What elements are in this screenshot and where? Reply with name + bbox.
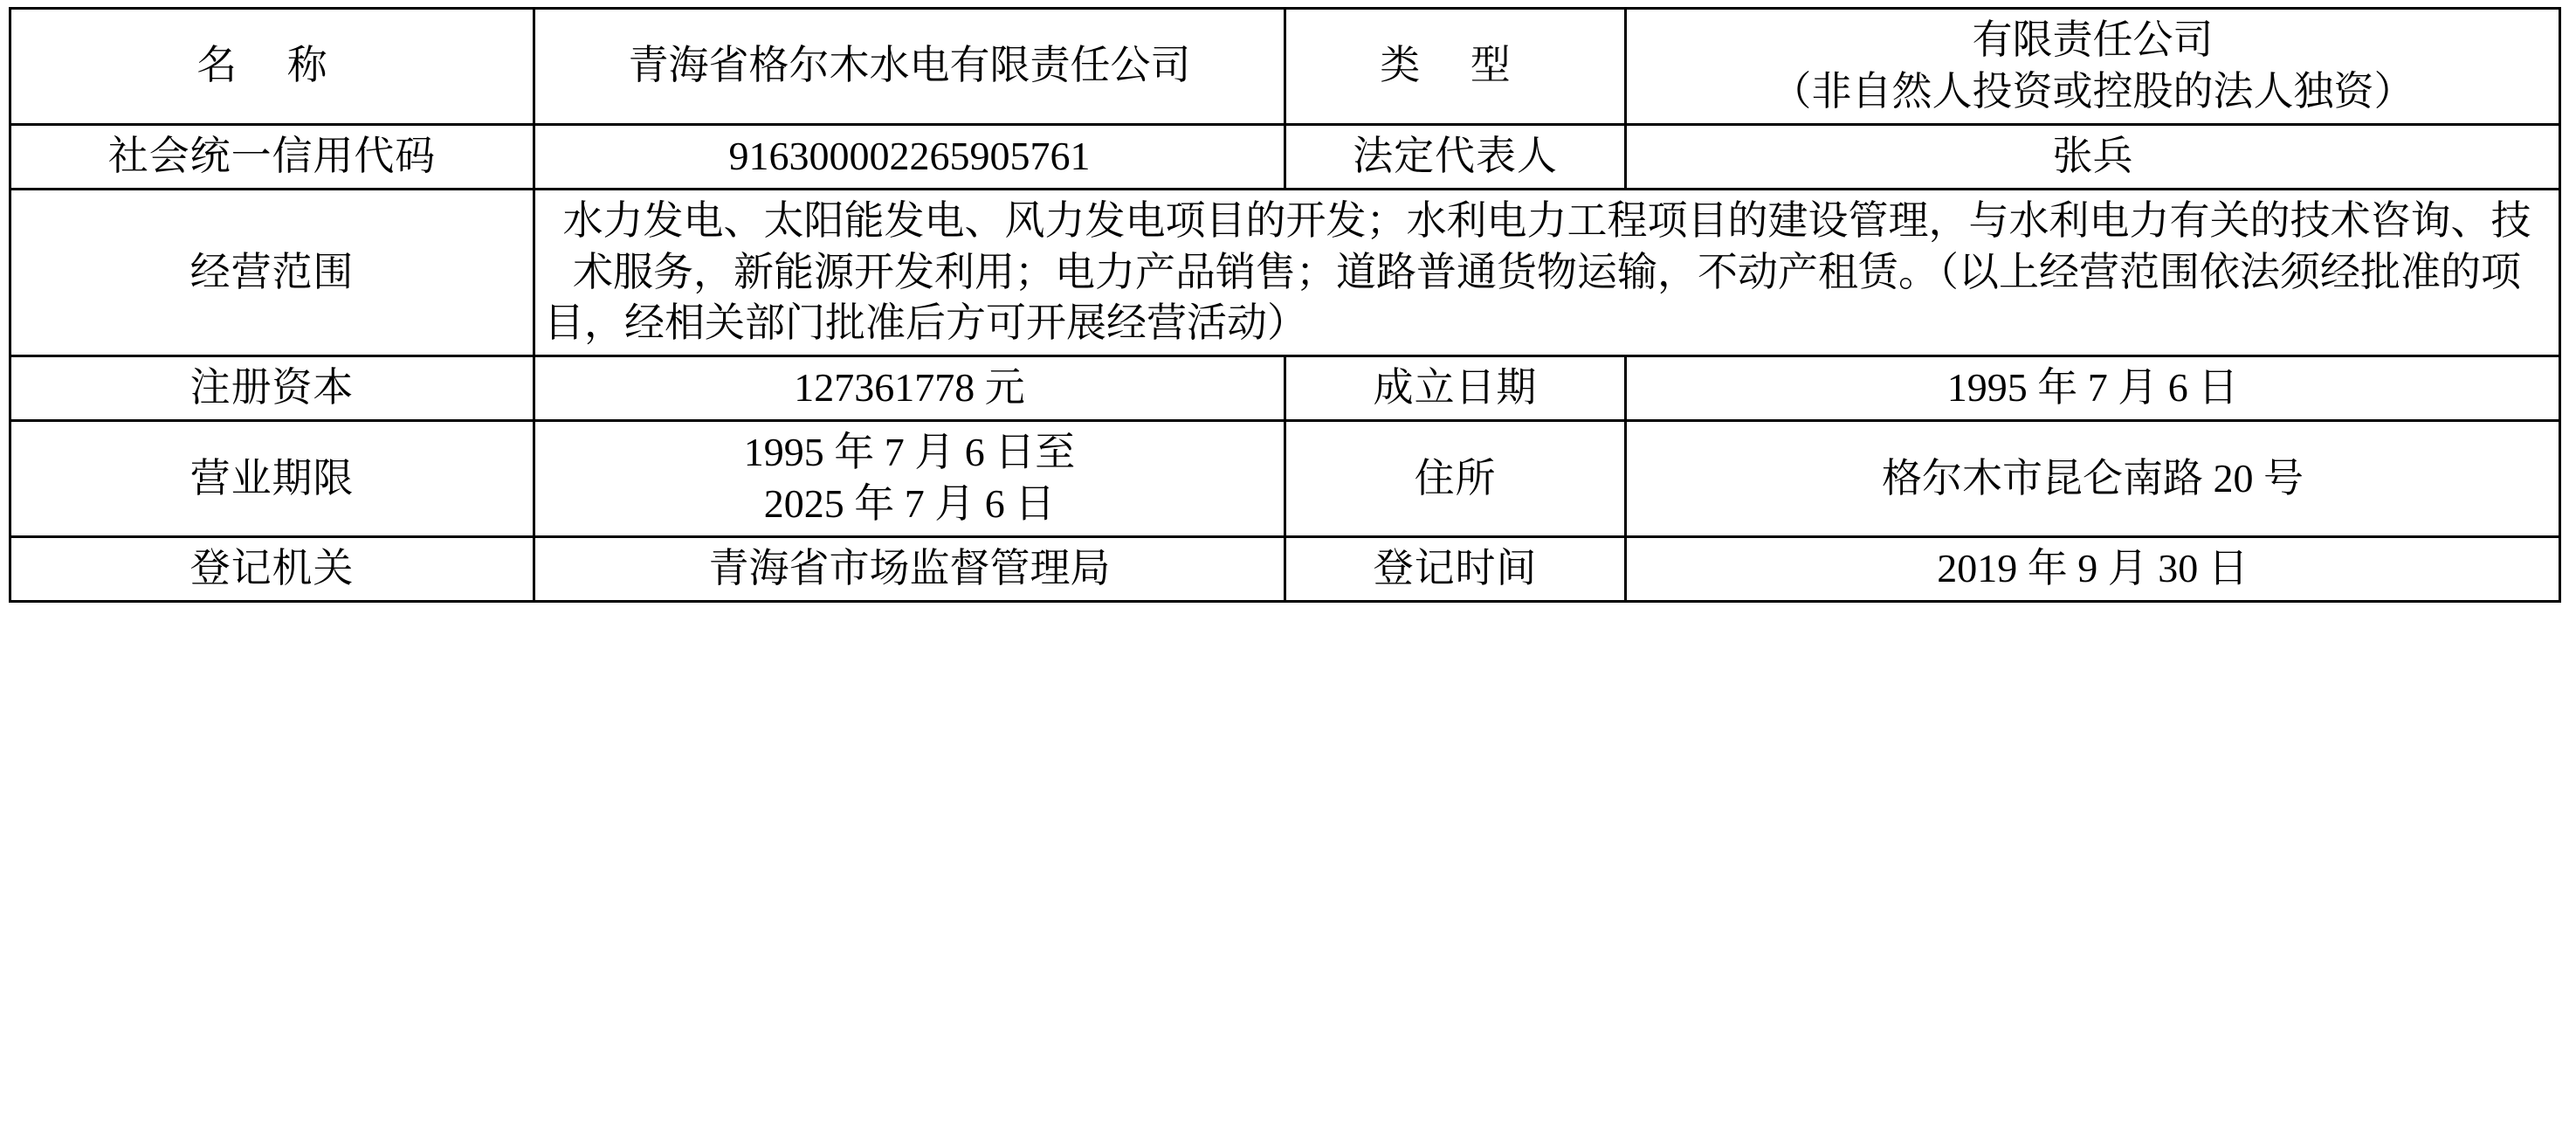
table-row [10, 421, 2560, 537]
row-label-name: 名 称 [10, 9, 534, 125]
row-label-registration-date: 登记时间 [1285, 536, 1626, 601]
table-row [10, 9, 2560, 125]
row-value-business-term [534, 421, 1285, 537]
row-value-business-scope [534, 189, 2560, 356]
company-registration-table [9, 7, 2561, 603]
row-value-legal-rep: 张兵 [1626, 124, 2560, 189]
row-label-established-date: 成立日期 [1285, 356, 1626, 421]
row-value-registration-authority: 青海省市场监督管理局 [534, 536, 1285, 601]
company-type-line2: （非自然人投资或控股的法人独资） [1771, 68, 2414, 114]
row-label-address: 住所 [1285, 421, 1626, 537]
row-label-legal-rep: 法定代表人 [1285, 124, 1626, 189]
company-type-line1: 有限责任公司 [1972, 17, 2214, 62]
row-label-type: 类 型 [1285, 9, 1626, 125]
row-value-registered-capital: 127361778 元 [534, 356, 1285, 421]
business-term-line1: 1995 年 7 月 6 日至 [743, 430, 1076, 475]
row-value-established-date: 1995 年 7 月 6 日 [1626, 356, 2560, 421]
row-label-business-scope: 经营范围 [10, 189, 534, 356]
row-value-company-name: 青海省格尔木水电有限责任公司 [534, 9, 1285, 125]
row-value-company-type [1626, 9, 2560, 125]
table-row [10, 189, 2560, 356]
row-label-registration-authority: 登记机关 [10, 536, 534, 601]
table-row [10, 124, 2560, 189]
row-label-credit-code: 社会统一信用代码 [10, 124, 534, 189]
business-scope-text: 水力发电、太阳能发电、风力发电项目的开发；水利电力工程项目的建设管理，与水利电力有关的技术咨询、技术服务，新能源开发利用；电力产品销售；道路普通货物运输，不动产租赁。（以上经营范围依法须经批准的项目，经相关部门批准后方可开展经营活动） [544, 197, 2531, 346]
business-term-line2: 2025 年 7 月 6 日 [763, 481, 1056, 526]
row-value-address: 格尔木市昆仑南路 20 号 [1626, 421, 2560, 537]
row-value-registration-date: 2019 年 9 月 30 日 [1626, 536, 2560, 601]
row-value-credit-code: 916300002265905761 [534, 124, 1285, 189]
table-row [10, 536, 2560, 601]
table-row [10, 356, 2560, 421]
row-label-business-term: 营业期限 [10, 421, 534, 537]
row-label-registered-capital: 注册资本 [10, 356, 534, 421]
